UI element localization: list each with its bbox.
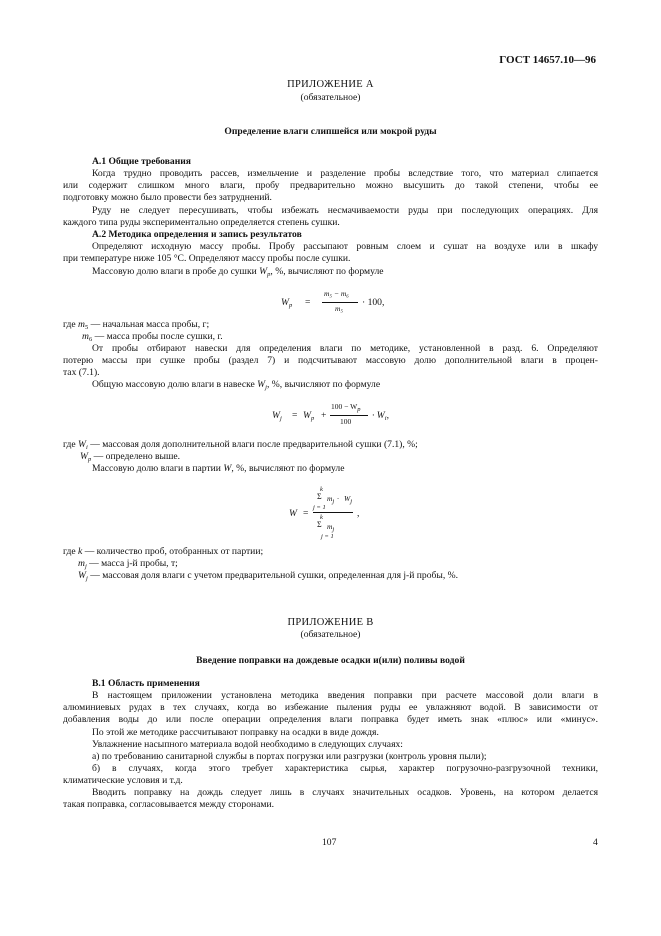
paragraph-line: алюминиевых рудах в тех случаях, когда во избежание пыления руды ее увлажняют водой. В зависимости от <box>63 702 598 713</box>
paragraph-line: климатические условия и т.д. <box>63 775 183 786</box>
where-item: где $W_i$ — массовая доля дополнительной влаги после предварительной сушки (7.1), %; <box>63 439 418 451</box>
paragraph-line: Общую массовую долю влаги в навеске $W_j$, %, вычисляют по формуле <box>92 379 381 391</box>
paragraph-line: Когда трудно проводить рассев, измельчение и разделение пробы вследствие того, что материал слипается <box>92 168 598 179</box>
where-item: где $m_5$ — начальная масса пробы, г; <box>63 319 210 331</box>
paragraph-line: По этой же методике рассчитывают поправку на осадки в виде дождя. <box>92 727 379 738</box>
section-a1-title: А.1 Общие требования <box>92 156 191 167</box>
where-item: $W_j$ — массовая доля влаги с учетом предварительной сушки, определенная для j-й пробы, %. <box>78 570 459 582</box>
document-page: ГОСТ 14657.10—96 ПРИЛОЖЕНИЕ А (обязательное) Определение влаги слипшейся или мокрой руды А.1 Общие требования Когда трудно проводить рассев, измельчение и разделение пробы вследствие того, что материал слипается или содержит слишком много влаги, пробу предварительно можно высушить до такой степени, чтобы ее подготовку можно было провести без затруднений. Руду не следует пересушивать, чтобы избежать несмачиваемости руды при последующих операциях. Для каждого типа руды экспериментально определяется степень сушки. А.2 Методика определения и запись результатов Определяют исходную массу пробы. Пробу рассыпают ровным слоем и сушат на воздухе или в шкафу при температуре ниже 105 °С. Определяют массу пробы после сушки. Массовую долю влаги в пробе до сушки $W_p$, %, вычисляют по формуле $W_p$ = m₅ − m₆ m₅ · 100, где $m_5$ — начальная масса пробы, г; $m_6$ — масса пробы после сушки, г. От пробы отбирают навески для определения влаги по методике, установленной в разд. 6. Определяют потерю массы при сушке пробы (раздел 7) и подсчитывают массовую долю дополнительной влаги в процен- тах (7.1). Общую массовую долю влаги в навеске $W_j$, %, вычисляют по формуле $W_j$ = $W_p$ + $100 - W_p$ 100 · $W_i$, где $W_i$ — массовая доля дополнительной влаги после предварительной сушки (7.1), %; $W_p$ — определено выше. Массовую долю влаги в партии W, %, вычисляют по формуле W = k Σ $m_j$ · $W_j$ j = 1 k Σ $m_j$ j = 1 , где k — количество проб, отобранных от партии; $m_j$ — масса j-й пробы, т; $W_j$ — массовая доля влаги с учетом предварительной сушки, определенная для j-й пробы, %. ПРИЛОЖЕНИЕ В (обязательное) Введение поправки на дождевые осадки и(или) поливы водой В.1 Область применения В настоящем приложении установлена методика введения поправки при расчете массовой доли влаги в алюминиевых рудах в тех случаях, когда во избежание пыления руды ее увлажняют водой. В зависимости от добавления воды до или после операции определения влаги поправка будет иметь знак «плюс» или «минус». По этой же методике рассчитывают поправку на осадки в виде дождя. Увлажнение насыпного материала водой необходимо в следующих случаях: а) по требованию санитарной службы в портах погрузки или разгрузки (контроль уровня пыли); б) в случаях, когда этого требует характеристика сырья, характер погрузочно-разгрузочной техники, климатические условия и т.д. Вводить поправку на дождь следует лишь в случаях значительных осадков. Уровень, на котором делается такая поправка, согласовывается между сторонами. 107 4 <box>0 0 661 936</box>
paragraph-line: подготовку можно было провести без затруднений. <box>63 192 272 203</box>
appendix-a-status: (обязательное) <box>300 92 361 103</box>
where-item: $W_p$ — определено выше. <box>80 451 181 463</box>
paragraph-line: добавления воды до или после операции определения влаги поправка будет иметь знак «плюс» или «минус». <box>63 714 598 725</box>
appendix-b-title: ПРИЛОЖЕНИЕ В <box>287 617 374 628</box>
standard-code: ГОСТ 14657.10—96 <box>499 54 596 66</box>
where-item: $m_6$ — масса пробы после сушки, г. <box>82 331 223 343</box>
paragraph-line: Руду не следует пересушивать, чтобы избежать несмачиваемости руды при последующих операциях. Для <box>92 205 598 216</box>
paragraph-line: Определяют исходную массу пробы. Пробу рассыпают ровным слоем и сушат на воздухе или в шкафу <box>92 241 598 252</box>
paragraph-line: Вводить поправку на дождь следует лишь в случаях значительных осадков. Уровень, на котором делается <box>92 787 598 798</box>
paragraph-line: каждого типа руды экспериментально определяется степень сушки. <box>63 217 340 228</box>
paragraph-line: Увлажнение насыпного материала водой необходимо в следующих случаях: <box>92 739 403 750</box>
paragraph-line: или содержит слишком много влаги, пробу предварительно можно высушить до такой степени, чтобы ее <box>63 180 598 191</box>
paragraph-line: тах (7.1). <box>63 367 100 378</box>
paragraph-line: Массовую долю влаги в пробе до сушки $W_p$, %, вычисляют по формуле <box>92 266 384 278</box>
paragraph-line: потерю массы при сушке пробы (раздел 7) и подсчитывают массовую долю дополнительной влаги в процен- <box>63 355 598 366</box>
sheet-number: 4 <box>593 837 598 848</box>
paragraph-line: В настоящем приложении установлена методика введения поправки при расчете массовой доли влаги в <box>92 690 598 701</box>
paragraph-line: при температуре ниже 105 °С. Определяют массу пробы после сушки. <box>63 253 351 264</box>
paragraph-line: такая поправка, согласовывается между сторонами. <box>63 799 274 810</box>
section-b1-title: В.1 Область применения <box>92 678 200 689</box>
paragraph-line: Массовую долю влаги в партии W, %, вычисляют по формуле <box>92 463 345 474</box>
section-a2-title: А.2 Методика определения и запись результатов <box>92 229 302 240</box>
appendix-a-title: ПРИЛОЖЕНИЕ А <box>287 79 374 90</box>
appendix-b-status: (обязательное) <box>300 629 361 640</box>
page-number: 107 <box>322 837 337 848</box>
appendix-a-heading: Определение влаги слипшейся или мокрой руды <box>224 126 437 137</box>
paragraph-line: От пробы отбирают навески для определения влаги по методике, установленной в разд. 6. Определяют <box>92 343 598 354</box>
where-item: где k — количество проб, отобранных от партии; <box>63 546 264 557</box>
appendix-b-heading: Введение поправки на дождевые осадки и(или) поливы водой <box>196 655 465 666</box>
list-item: б) в случаях, когда этого требует характеристика сырья, характер погрузочно-разгрузочной техники, <box>92 763 598 774</box>
list-item: а) по требованию санитарной службы в портах погрузки или разгрузки (контроль уровня пыли); <box>92 751 487 762</box>
where-item: $m_j$ — масса j-й пробы, т; <box>78 558 178 570</box>
